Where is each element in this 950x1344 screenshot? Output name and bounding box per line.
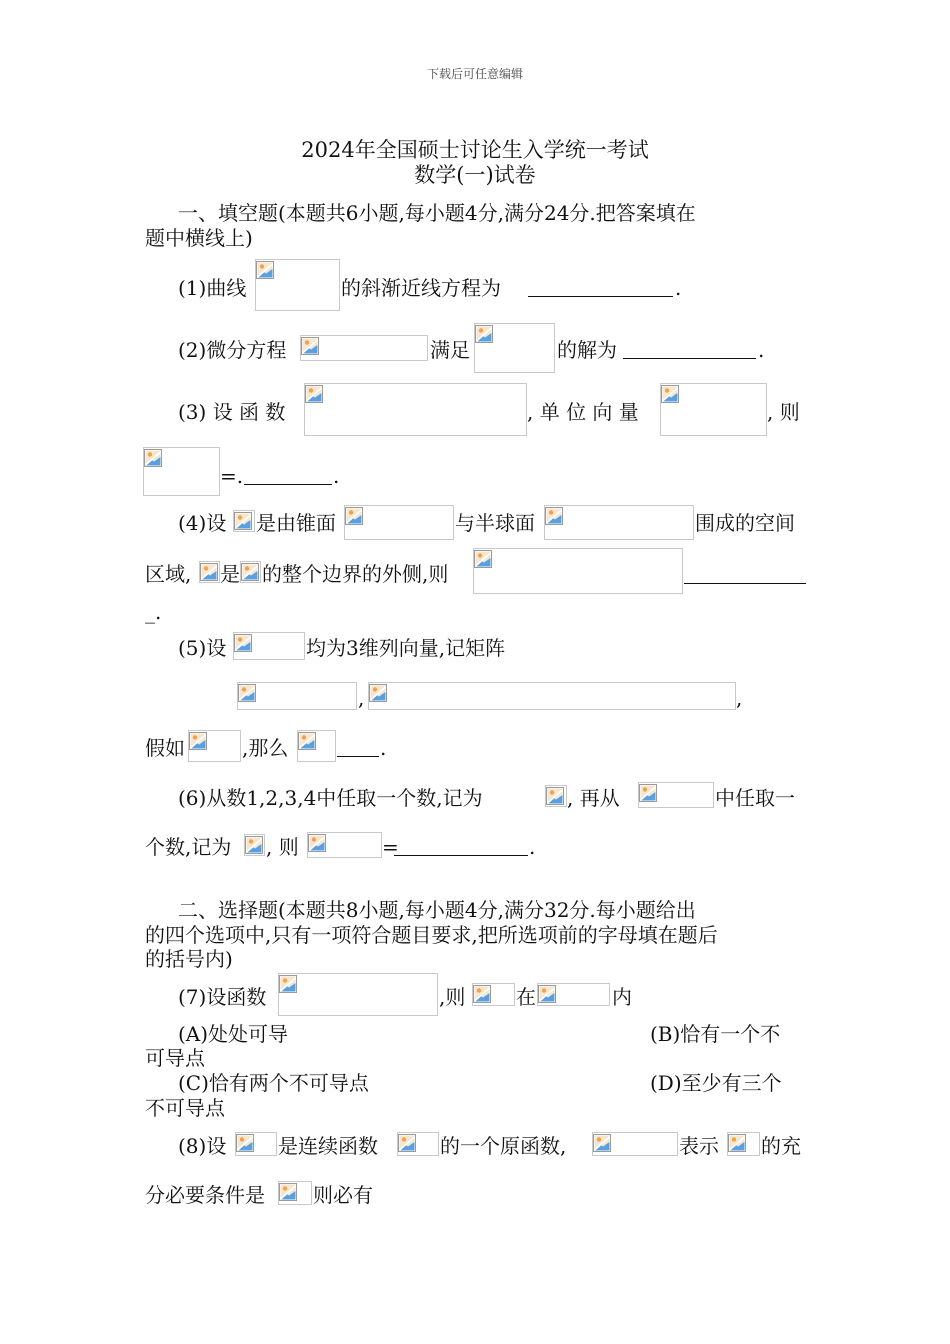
q2-text: 的解为 bbox=[557, 338, 617, 362]
q4-text: 是 bbox=[220, 562, 240, 586]
q5-text: 假如 bbox=[145, 736, 185, 760]
exam-title: 2024年全国硕士讨论生入学统一考试 bbox=[301, 138, 649, 162]
q2-text: (2)微分方程 bbox=[178, 338, 287, 362]
picture-icon bbox=[301, 336, 319, 354]
picture-icon bbox=[256, 260, 274, 278]
picture-icon bbox=[473, 984, 491, 1002]
q6-text: , 再从 bbox=[567, 786, 620, 810]
broken-image-icon bbox=[278, 973, 438, 1016]
q4-text: 区域, bbox=[145, 562, 192, 586]
broken-image-icon bbox=[397, 1132, 439, 1156]
picture-icon bbox=[189, 731, 207, 749]
q1-text: 的斜渐近线方程为 bbox=[341, 276, 501, 300]
picture-icon bbox=[728, 1133, 746, 1151]
answer-blank bbox=[337, 756, 379, 757]
q4-text: _. bbox=[145, 600, 162, 624]
picture-icon bbox=[345, 506, 363, 524]
exam-subtitle: 数学(一)试卷 bbox=[414, 163, 536, 187]
q4-text: 的整个边界的外侧,则 bbox=[262, 562, 449, 586]
broken-image-icon bbox=[237, 682, 357, 710]
broken-image-icon bbox=[300, 335, 428, 361]
picture-icon bbox=[305, 384, 323, 402]
q3-text: , 单 位 向 量 bbox=[527, 400, 639, 424]
q7-text: ,则 bbox=[439, 985, 466, 1009]
q5-text: . bbox=[380, 736, 387, 760]
q8-text: 分必要条件是 bbox=[145, 1183, 265, 1207]
q6-text: . bbox=[529, 835, 536, 859]
picture-icon bbox=[234, 633, 252, 651]
q5-text: , bbox=[736, 686, 743, 710]
picture-icon bbox=[279, 1182, 297, 1200]
broken-image-icon bbox=[592, 1132, 678, 1156]
q7-text: (7)设函数 bbox=[178, 985, 267, 1009]
picture-icon bbox=[279, 974, 297, 992]
q6-text: 个数,记为 bbox=[145, 835, 232, 859]
answer-blank bbox=[394, 855, 528, 856]
picture-icon bbox=[661, 384, 679, 402]
section1-heading: 一、填空题(本题共6小题,每小题4分,满分24分.把答案填在 bbox=[178, 201, 696, 225]
q7-option-d: (D)至少有三个 bbox=[650, 1071, 782, 1095]
picture-icon bbox=[474, 549, 492, 567]
section2-heading-cont: 的四个选项中,只有一项符合题目要求,把所选项前的字母填在题后 bbox=[145, 923, 718, 947]
section2-heading-cont: 的括号内) bbox=[145, 947, 233, 971]
broken-image-icon bbox=[368, 682, 736, 710]
q5-text: 均为3维列向量,记矩阵 bbox=[306, 636, 506, 660]
q2-text: . bbox=[758, 338, 765, 362]
q5-text: (5)设 bbox=[178, 636, 227, 660]
answer-blank bbox=[528, 296, 673, 297]
broken-image-icon bbox=[545, 785, 567, 807]
broken-image-icon bbox=[278, 1181, 312, 1205]
q6-text: , 则 bbox=[266, 835, 299, 859]
broken-image-icon bbox=[255, 259, 340, 311]
q8-text: 是连续函数 bbox=[278, 1134, 378, 1158]
answer-blank bbox=[684, 583, 806, 584]
broken-image-icon bbox=[233, 510, 255, 532]
q3-text: . bbox=[333, 464, 340, 488]
broken-image-icon bbox=[188, 730, 241, 762]
q3-text: (3) 设 函 数 bbox=[178, 400, 286, 424]
picture-icon bbox=[369, 683, 387, 701]
picture-icon bbox=[245, 835, 263, 853]
q7-option-b: (B)恰有一个不 bbox=[650, 1022, 781, 1046]
q3-text: =. bbox=[220, 464, 244, 488]
broken-image-icon bbox=[544, 505, 694, 540]
picture-icon bbox=[236, 1133, 254, 1151]
picture-icon bbox=[398, 1133, 416, 1151]
broken-image-icon bbox=[244, 834, 265, 856]
broken-image-icon bbox=[235, 1132, 277, 1156]
q7-text: 在 bbox=[516, 985, 536, 1009]
q7-option-c: (C)恰有两个不可导点 bbox=[178, 1071, 369, 1095]
q8-text: 的一个原函数, bbox=[440, 1134, 567, 1158]
q4-text: (4)设 bbox=[178, 511, 227, 535]
q6-text: 中任取一 bbox=[715, 786, 795, 810]
picture-icon bbox=[545, 506, 563, 524]
q4-text: 与半球面 bbox=[455, 511, 535, 535]
broken-image-icon bbox=[240, 561, 261, 583]
broken-image-icon bbox=[199, 561, 220, 583]
broken-image-icon bbox=[304, 383, 527, 436]
picture-icon bbox=[144, 448, 162, 466]
picture-icon bbox=[308, 833, 326, 851]
answer-blank bbox=[244, 484, 332, 485]
q1-text: . bbox=[675, 276, 682, 300]
section1-heading-cont: 题中横线上) bbox=[145, 226, 253, 250]
broken-image-icon bbox=[638, 782, 714, 808]
broken-image-icon bbox=[473, 548, 683, 594]
picture-icon bbox=[298, 731, 316, 749]
broken-image-icon bbox=[660, 383, 767, 436]
q5-text: ,那么 bbox=[242, 736, 289, 760]
answer-blank bbox=[623, 358, 756, 359]
broken-image-icon bbox=[307, 832, 382, 858]
q3-text: , 则 bbox=[767, 400, 800, 424]
picture-icon bbox=[546, 786, 564, 804]
broken-image-icon bbox=[472, 983, 515, 1006]
q4-text: 是由锥面 bbox=[256, 511, 336, 535]
picture-icon bbox=[639, 783, 657, 801]
q7-option-b-cont: 可导点 bbox=[145, 1046, 205, 1070]
q7-text: 内 bbox=[612, 985, 632, 1009]
picture-icon bbox=[475, 324, 493, 342]
broken-image-icon bbox=[143, 447, 220, 496]
q6-text: = bbox=[382, 835, 399, 859]
broken-image-icon bbox=[344, 505, 454, 540]
section2-heading: 二、选择题(本题共8小题,每小题4分,满分32分.每小题给出 bbox=[178, 898, 696, 922]
picture-icon bbox=[538, 984, 556, 1002]
picture-icon bbox=[200, 562, 218, 580]
picture-icon bbox=[241, 562, 259, 580]
q6-text: (6)从数1,2,3,4中任取一个数,记为 bbox=[178, 786, 483, 810]
q8-text: 则必有 bbox=[313, 1183, 373, 1207]
broken-image-icon bbox=[474, 323, 555, 373]
picture-icon bbox=[238, 683, 256, 701]
q1-text: (1)曲线 bbox=[178, 276, 247, 300]
page-header: 下载后可任意编辑 bbox=[426, 67, 523, 81]
picture-icon bbox=[234, 511, 252, 529]
picture-icon bbox=[593, 1133, 611, 1151]
broken-image-icon bbox=[727, 1132, 760, 1156]
broken-image-icon bbox=[297, 730, 336, 762]
q8-text: 的充 bbox=[761, 1134, 801, 1158]
broken-image-icon bbox=[537, 983, 610, 1006]
q4-text: 围成的空间 bbox=[695, 511, 795, 535]
q7-option-d-cont: 不可导点 bbox=[145, 1096, 225, 1120]
q8-text: 表示 bbox=[679, 1134, 719, 1158]
q2-text: 满足 bbox=[430, 338, 470, 362]
broken-image-icon bbox=[233, 632, 305, 660]
q7-option-a: (A)处处可导 bbox=[178, 1022, 289, 1046]
q5-text: , bbox=[358, 686, 365, 710]
q8-text: (8)设 bbox=[178, 1134, 227, 1158]
